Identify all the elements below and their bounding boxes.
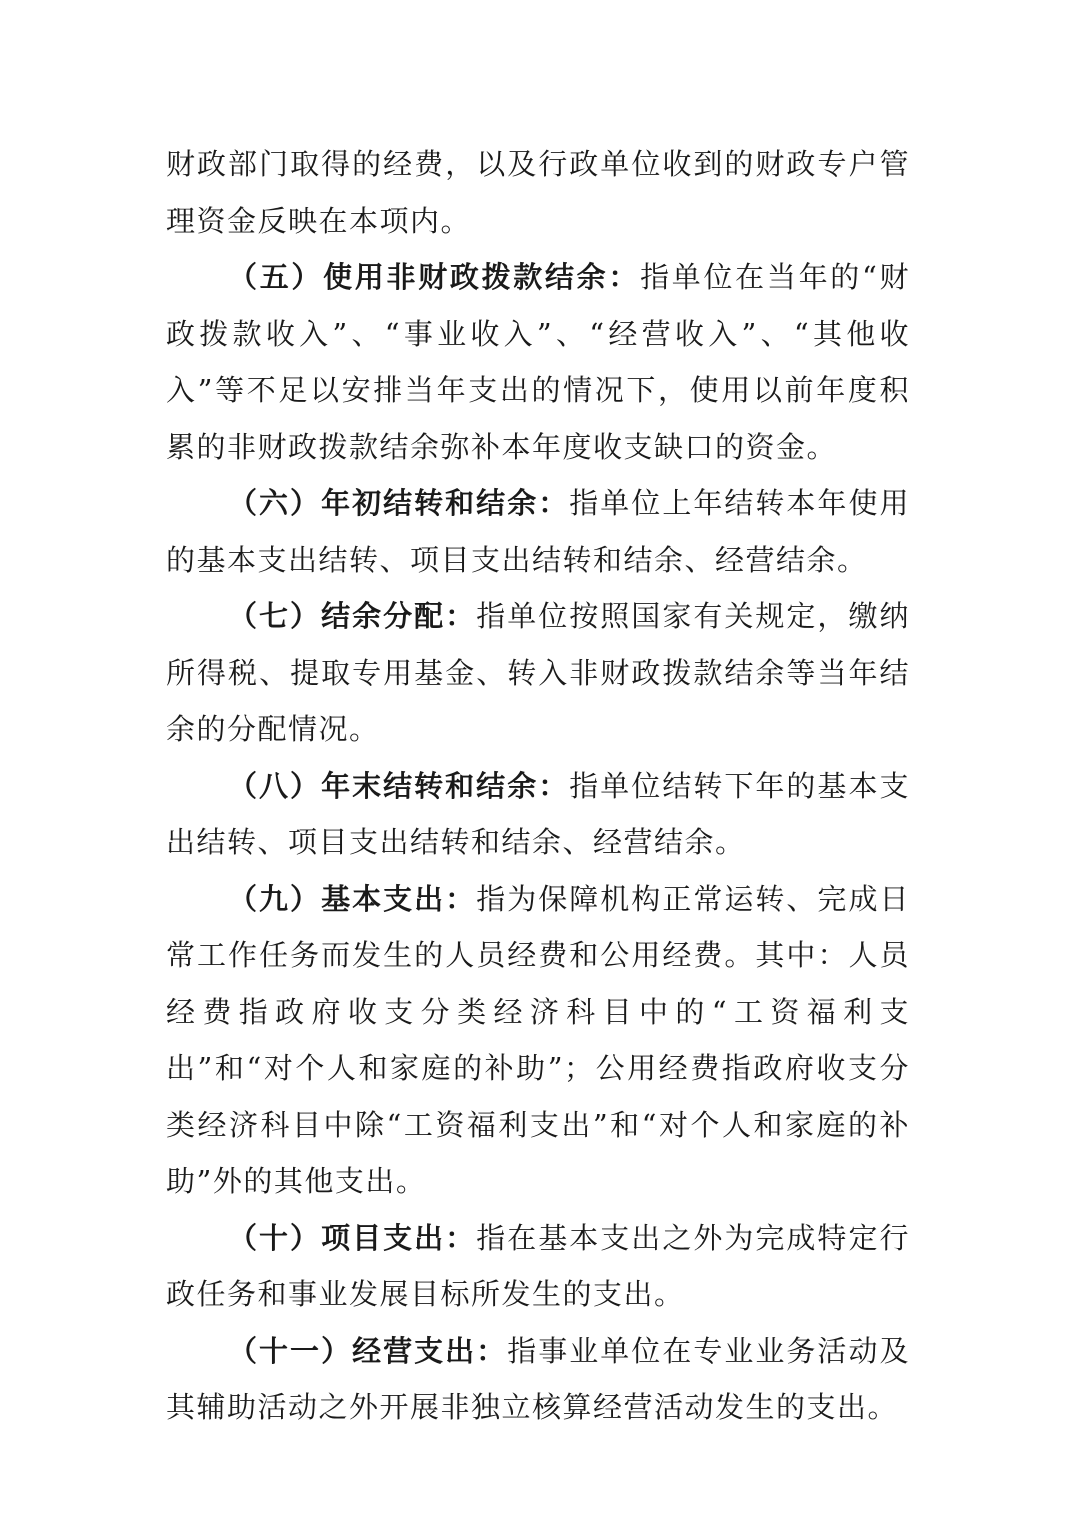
paragraph-item-9 [166, 871, 910, 1210]
paragraph-term: （九）基本支出： [228, 881, 477, 916]
paragraph-text: 财政部门取得的经费，以及行政单位收到的财政专户管理资金反映在本项内。 [166, 147, 910, 238]
paragraph-item-10 [166, 1210, 910, 1323]
paragraph-term: （八）年末结转和结余： [228, 768, 570, 803]
paragraph-item-8 [166, 758, 910, 871]
paragraph-term: （七）结余分配： [228, 599, 477, 633]
paragraph-text: 指事业单位在专业业务活动及其辅助活动之外开展非独立核算经营活动发生的支出。 [166, 1333, 910, 1424]
paragraph-text: 指单位上年结转本年使用的基本支出结转、项目支出结转和结余、经营结余。 [166, 486, 910, 577]
paragraph-text: 指为保障机构正常运转、完成日常工作任务而发生的人员经费和公用经费。其中：人员经费指政府收支分类经济科目中的“工资福利支出”和“对个人和家庭的补助”；公用经费指政府收支分类经济科目中除“工资福利支出”和“对个人和家庭的补助”外的其他支出。 [166, 881, 910, 1198]
paragraph-item-5 [166, 249, 910, 475]
paragraph-item-7 [166, 588, 910, 758]
document-body [166, 136, 910, 1436]
paragraph-continuation [166, 136, 910, 249]
paragraph-item-6 [166, 475, 910, 588]
paragraph-text: 指单位结转下年的基本支出结转、项目支出结转和结余、经营结余。 [166, 768, 910, 859]
paragraph-text: 指在基本支出之外为完成特定行政任务和事业发展目标所发生的支出。 [166, 1220, 910, 1311]
paragraph-item-11 [166, 1323, 910, 1436]
paragraph-term: （六）年初结转和结余： [228, 486, 570, 520]
paragraph-text: 指单位在当年的“财政拨款收入”、“事业收入”、“经营收入”、“其他收入”等不足以安排当年支出的情况下，使用以前年度积累的非财政拨款结余弥补本年度收支缺口的资金。 [166, 260, 910, 464]
paragraph-term: （十）项目支出： [228, 1220, 477, 1255]
paragraph-term: （五）使用非财政拨款结余： [228, 260, 641, 294]
paragraph-term: （十一）经营支出： [228, 1333, 508, 1368]
paragraph-text: 指单位按照国家有关规定，缴纳所得税、提取专用基金、转入非财政拨款结余等当年结余的分配情况。 [166, 599, 910, 746]
